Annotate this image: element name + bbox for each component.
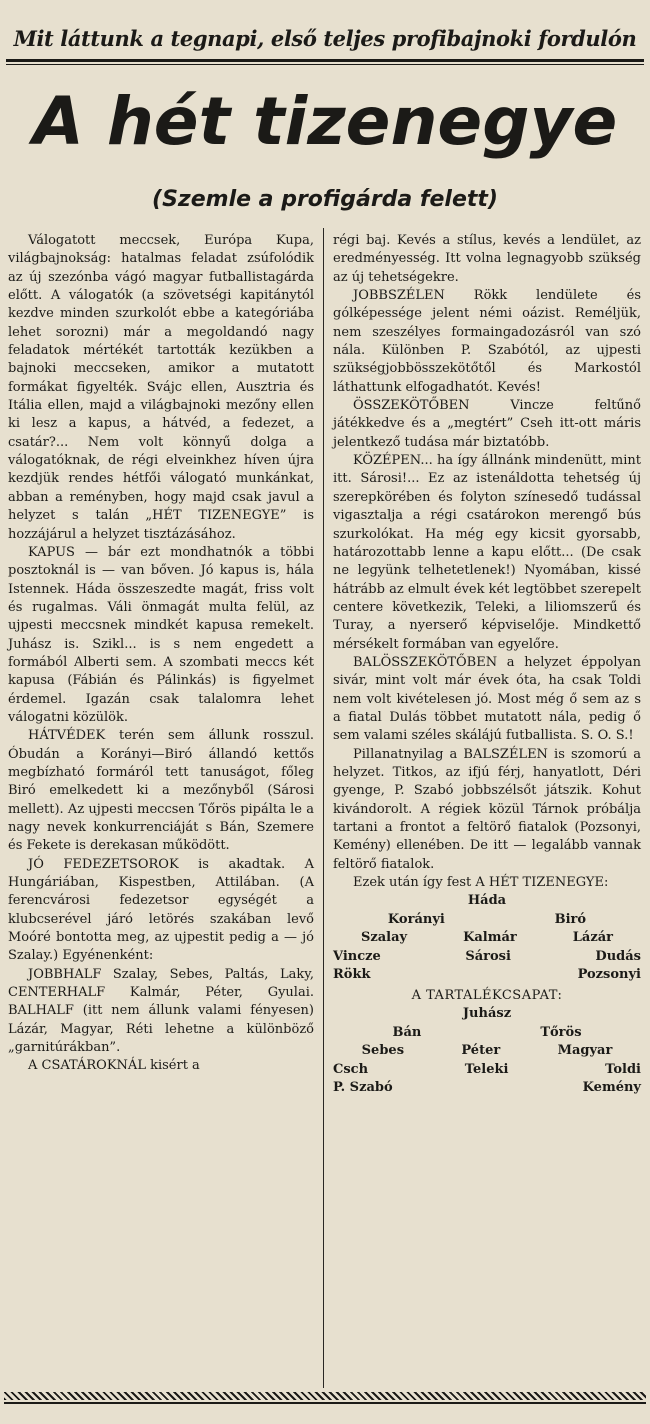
player-name: Sárosi xyxy=(465,948,511,964)
paragraph: JÓ FEDEZETSOROK is akadtak. A Hungáriában, Kispestben, Attilában. (A ferencvárosi fedezetsor egységét a klubcserével járó letörés szakában levő Moóré bontotta meg, az ujpestit pedig a — jó Szalay.) Egyénenként: xyxy=(8,856,314,964)
player-name: Rökk xyxy=(333,967,371,983)
player-name: Háda xyxy=(467,893,507,909)
player-name: Sebes xyxy=(361,1043,405,1059)
player-name: Biró xyxy=(554,911,587,927)
header-rule xyxy=(6,59,644,62)
player-name: Teleki xyxy=(464,1061,509,1077)
player-name: Kemény xyxy=(582,1080,641,1096)
right-column xyxy=(333,232,641,1098)
main-title: A hét tizenegye xyxy=(32,83,618,160)
eleven-lineup xyxy=(333,892,641,985)
kicker-headline: Mit láttunk a tegnapi, első teljes profibajnoki fordulón xyxy=(13,25,637,51)
paragraph: HÁTVÉDEK terén sem állunk rosszul. Óbudán a Korányi—Biró állandó kettős megbízható formáról tett tanuságot, főleg Biró emelkedett ki a mezőnyből (Sárosi mellett). Az ujpesti meccsen Tőrös pipálta le a nagy nevek konkurrenciáját s Bán, Szemere és Fekete is derekasan működött. xyxy=(8,728,314,854)
paragraph: JOBBSZÉLEN Rökk lendülete és gólképessége jelent némi oázist. Reméljük, nem szeszélyes formaingadozásról van szó nála. Különben P. Szabótól, az ujpesti szükségjobbösszekötőtől és Markostól láthattunk elfogadhatót. Kevés! xyxy=(333,288,641,395)
player-name: Vincze xyxy=(333,948,381,964)
player-name: Bán xyxy=(392,1024,422,1040)
bottom-rule xyxy=(4,1392,646,1400)
player-name: Csch xyxy=(333,1061,369,1077)
paragraph: KAPUS — bár ezt mondhatnók a többi posztoknál is — van bőven. Jó kapus is, hála Istennek. Háda összeszedte magát, friss volt és rugalmas. Váli önmagát multa felül, az ujpesti meccsnek mindkét kapusa remekelt. Juhász is. Szikl... is s nem engedett a formából Alberti sem. A szombati meccs két kapusa (Fábián és Pálinkás) is figyelmet érdemel. Igazán csak talalomra lehet válogatni közülök. xyxy=(8,544,314,725)
reserve-lineup xyxy=(333,1005,641,1098)
player-name: Magyar xyxy=(557,1043,613,1059)
left-column xyxy=(8,232,314,1076)
paragraph: Válogatott meccsek, Európa Kupa, világbajnokság: hatalmas feladat zsúfolódik az új szezónba vágó magyar futballistagárda előtt. A válogatók (a szövetségi kapitánytól kezdve minden szurkolót ebbe a kategóriába lehet sorozni) már a megoldandó nagy feladatok mértékét tartották kezükben a bajnoki meccseken, amikor a mutatott formákat figyelték. Svájc ellen, Ausztria és Itália ellen, majd a világbajnoki mezőny ellen ki lesz a kapus, a hátvéd, a fedezet, a csatár?... Nem volt könnyű dolga a válogatóknak, de régi elveinkhez híven újra kezdjük rendes hétfői válogató munkánkat, abban a reményben, hogy majd csak javul a helyzet s talán „HÉT TIZENEGYE” is hozzájárul a helyzet tisztázásához. xyxy=(8,233,314,542)
header-rule-thin xyxy=(6,64,644,65)
subtitle: (Szemle a profigárda felett) xyxy=(152,187,498,212)
column-divider xyxy=(323,228,324,1388)
paragraph: JOBBHALF Szalay, Sebes, Paltás, Laky, CENTERHALF Kalmár, Péter, Gyulai. BALHALF (itt nem állunk valami fényesen) Lázár, Magyar, Réti lehetne a különböző „garnitúrákban”. xyxy=(8,966,314,1056)
player-name: Dudás xyxy=(595,948,641,964)
player-name: Tőrös xyxy=(540,1024,582,1040)
player-name: Kalmár xyxy=(463,930,517,946)
paragraph: A CSATÁROKNÁL kisért a xyxy=(28,1058,200,1074)
player-name: Péter xyxy=(461,1043,501,1059)
paragraph: ÖSSZEKÖTŐBEN Vincze feltűnő játékkedve és a „megtért” Cseh itt-ott máris jelentkező tudása már biztatóbb. xyxy=(333,398,641,450)
bottom-rule-thin xyxy=(4,1402,646,1404)
reserve-title: A TARTALÉKCSAPAT: xyxy=(411,987,563,1003)
paragraph: Pillanatnyilag a BALSZÉLEN is szomorú a helyzet. Titkos, az ifjú férj, hanyatlott, Déri gyenge, P. Szabó jobbszélsőt játszik. Kohut kivándorolt. A régiek közül Tárnok próbálja tartani a frontot a feltörő fiatalok (Pozsonyi, Kemény) ellenében. De itt — legalább vannak feltörő fiatalok. xyxy=(333,746,641,872)
player-name: Toldi xyxy=(605,1061,641,1077)
paragraph: KÖZÉPEN... ha így állnánk mindenütt, mint itt. Sárosi!... Ez az istenáldotta tehetség új szerepkörében és folyton színesedő tudással vigasztalja a régi csatárokon merengő bús szurkolókat. Ha még egy kicsit gyorsabb, határozottabb lenne a kapu előtt... (De csak ne legyünk telhetetlenek!) Nyomában, kissé hátrább az elmult évek két legtöbbet szerepelt centere következik, Teleki, a liliomszerű és Turay, a nyerserő képviselője. Mindkettő mérsékelt formában van egyelőre. xyxy=(333,453,641,652)
paragraph: régi baj. Kevés a stílus, kevés a lendület, az eredményesség. Itt volna legnagyobb szükség az új tehetségekre. xyxy=(333,233,641,285)
player-name: Lázár xyxy=(572,930,613,946)
paragraph: BALÖSSZEKÖTŐBEN a helyzet éppolyan sivár, mint volt már évek óta, ha csak Toldi nem volt kivételesen jó. Most még ő sem az s a fiatal Dulás többet mutatott nála, pedig ő sem valami széles skálájú futballista. S. O. S.! xyxy=(333,654,641,744)
player-name: Szalay xyxy=(360,930,408,946)
player-name: Juhász xyxy=(462,1006,512,1022)
player-name: P. Szabó xyxy=(333,1080,393,1096)
player-name: Pozsonyi xyxy=(577,967,641,983)
player-name: Korányi xyxy=(387,911,445,927)
paragraph: Ezek után így fest A HÉT TIZENEGYE: xyxy=(353,875,609,891)
